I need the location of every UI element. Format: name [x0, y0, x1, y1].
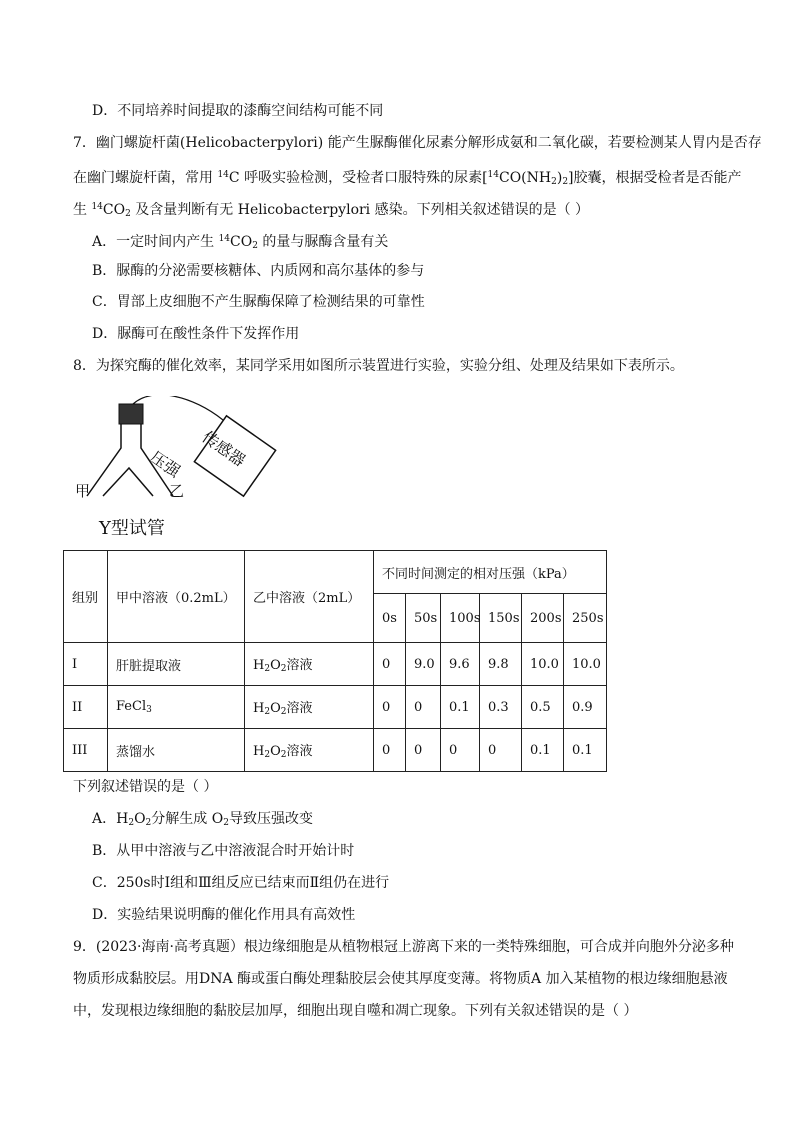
header-time: 250s [564, 594, 607, 643]
q7-option-b: B．脲酶的分泌需要核糖体、内质网和高尔基体的参与 [92, 263, 425, 279]
label-jia: 甲 [75, 482, 91, 500]
q9-stem-line-1: 9．(2023·海南·高考真题）根边缘细胞是从植物根冠上游离下来的一类特殊细胞，可合成并向胞外分泌多种 [73, 939, 734, 955]
cell-value: 0.1 [522, 729, 564, 772]
cell-value: 0.5 [522, 686, 564, 729]
cell-yi: $H_2O_2$溶液 [245, 729, 374, 772]
cell-jia: 肝脏提取液 [108, 643, 245, 686]
q7-option-d: D．脲酶可在酸性条件下发挥作用 [92, 326, 300, 342]
q8-option-c: C．250s时Ⅰ组和Ⅲ组反应已结束而Ⅱ组仍在进行 [92, 875, 390, 891]
cell-value: 0 [406, 729, 441, 772]
q9-stem-line-2: 物质形成黏胶层。用DNA 酶或蛋白酶处理黏胶层会使其厚度变薄。将物质A 加入某植物的根边缘细胞悬液 [73, 971, 728, 987]
q7-stem-line-3: 生 $^{14}CO_2$ 及含量判断有无 Helicobacterpylori 感染。下列相关叙述错误的是（ ） [73, 202, 590, 219]
q7-stem-line-1: 7．幽门螺旋杆菌(Helicobacterpylori) 能产生脲酶催化尿素分解形成氨和二氧化碳，若要检测某人胃内是否存 [73, 135, 762, 151]
cell-value: 0 [374, 643, 406, 686]
cell-value: 10.0 [564, 643, 607, 686]
q8-option-b: B．从甲中溶液与乙中溶液混合时开始计时 [92, 843, 355, 859]
header-pressure: 不同时间测定的相对压强（kPa） [374, 551, 607, 594]
cell-value: 0 [374, 729, 406, 772]
header-time: 0s [374, 594, 406, 643]
cell-value: 0.9 [564, 686, 607, 729]
q7-option-c: C．胃部上皮细胞不产生脲酶保障了检测结果的可靠性 [92, 294, 425, 310]
figure-caption: Y型试管 [99, 518, 165, 539]
q7-option-a: A．一定时间内产生 $^{14}CO_2$ 的量与脲酶含量有关 [92, 234, 389, 251]
cell-value: 0 [406, 686, 441, 729]
cell-value: 0.1 [564, 729, 607, 772]
q8-after-table: 下列叙述错误的是（ ） [73, 779, 218, 795]
cell-value: 10.0 [522, 643, 564, 686]
cell-value: 0 [441, 729, 480, 772]
sensor-tube [133, 396, 223, 420]
header-time: 150s [480, 594, 522, 643]
table-row [64, 686, 607, 729]
cell-yi: $H_2O_2$溶液 [245, 686, 374, 729]
q9-stem-line-3: 中，发现根边缘细胞的黏胶层加厚，细胞出现自噬和凋亡现象。下列有关叙述错误的是（ ） [73, 1003, 638, 1019]
q8-option-d: D．实验结果说明酶的催化作用具有高效性 [92, 907, 356, 923]
cell-jia: FeCl$_3$ [108, 686, 245, 729]
cell-group: I [64, 643, 108, 686]
sensor-label-line-2: 传感器 [198, 427, 249, 471]
label-yi: 乙 [169, 482, 185, 500]
table-row [64, 643, 607, 686]
table-row [64, 729, 607, 772]
q8-stem: 8．为探究酶的催化效率，某同学采用如图所示装置进行实验，实验分组、处理及结果如下表所示。 [73, 358, 684, 374]
header-group: 组别 [64, 551, 108, 643]
cell-group: II [64, 686, 108, 729]
sensor-label-line-1: 压强 [146, 447, 184, 482]
cell-value: 0 [374, 686, 406, 729]
header-time: 200s [522, 594, 564, 643]
header-yi-solution: 乙中溶液（2mL） [245, 551, 374, 643]
cell-value: 9.6 [441, 643, 480, 686]
cell-value: 9.8 [480, 643, 522, 686]
cell-value: 0.3 [480, 686, 522, 729]
rubber-stopper [119, 404, 143, 424]
experiment-results-table [63, 550, 607, 772]
cell-value: 9.0 [406, 643, 441, 686]
cell-jia: 蒸馏水 [108, 729, 245, 772]
cell-value: 0 [480, 729, 522, 772]
header-jia-solution: 甲中溶液（0.2mL） [108, 551, 245, 643]
q7-stem-line-2: 在幽门螺旋杆菌，常用 $^{14}$C 呼吸实验检测，受检者口服特殊的尿素$[^{14}CO(NH_2)_2]$胶囊，根据受检者是否能产 [73, 170, 742, 187]
cell-yi: $H_2O_2$溶液 [245, 643, 374, 686]
y-tube-apparatus-figure [73, 396, 303, 546]
q6-option-d: D．不同培养时间提取的漆酶空间结构可能不同 [92, 103, 384, 119]
header-time: 100s [441, 594, 480, 643]
q8-option-a: A．$H_2O_2$分解生成 $O_2$导致压强改变 [92, 811, 313, 828]
cell-value: 0.1 [441, 686, 480, 729]
header-time: 50s [406, 594, 441, 643]
cell-group: III [64, 729, 108, 772]
